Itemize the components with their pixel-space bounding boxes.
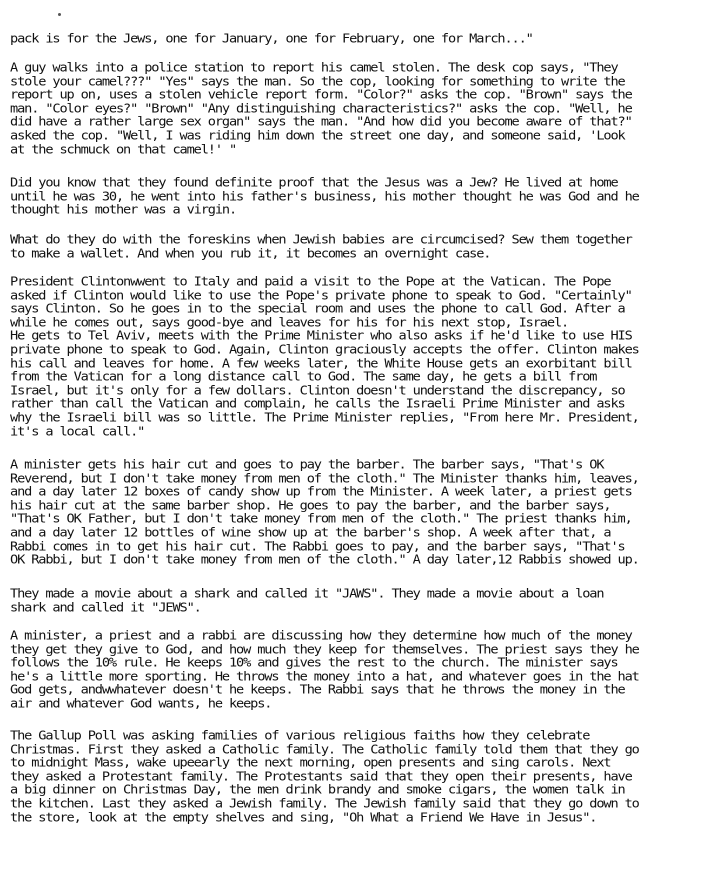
text-line: God gets, andwwhatever doesn't he keeps. The Rabbi says that he throws the money in the <box>10 682 625 698</box>
text-line: while he comes out, says good-bye and leaves for his for his next stop, Israel. <box>10 314 569 330</box>
paragraph-foreskins-joke <box>10 234 632 261</box>
paragraph-gallup-joke <box>10 730 639 825</box>
text-line: at the schmuck on that camel!' " <box>10 141 237 157</box>
paragraph-camel-joke <box>10 62 632 157</box>
text-line: man. "Color eyes?" "Brown" "Any distinguishing characteristics?" asks the cop. "Well, he <box>10 100 632 116</box>
text-line: He gets to Tel Aviv, meets with the Prime Minister who also asks if he'd like to use HIS <box>10 328 632 344</box>
text-line: Reverend, but I don't take money from men of the cloth." The Minister thanks him, leaves, <box>10 470 639 486</box>
text-line: and a day later 12 boxes of candy show up from the Minister. A week later, a priest gets <box>10 484 632 500</box>
text-line: a big dinner on Christmas Day, the men drink brandy and smoke cigars, the women talk in <box>10 782 625 798</box>
text-line: his call and leaves for home. A few weeks later, the White House gets an exorbitant bill <box>10 355 632 371</box>
text-line: follows the 10% rule. He keeps 10% and gives the rest to the church. The minister says <box>10 655 618 671</box>
text-line: they get they give to God, and how much they keep for themselves. The priest says they he <box>10 641 639 657</box>
text-line: it's a local call." <box>10 423 145 439</box>
text-line: A guy walks into a police station to report his camel stolen. The desk cop says, "They <box>10 60 618 76</box>
text-line: until he was 30, he went into his father's business, his mother thought he was God and he <box>10 188 639 204</box>
text-line: the store, look at the empty shelves and sing, "Oh What a Friend We Have in Jesus". <box>10 809 597 825</box>
text-line: Israel, but it's only for a few dollars. Clinton doesn't understand the discrepancy, so <box>10 382 625 398</box>
paragraph-jaws-joke <box>10 588 603 615</box>
text-line: OK Rabbi, but I don't take money from men of the cloth." A day later,12 Rabbis showed up. <box>10 552 639 568</box>
text-line: to make a wallet. And when you rub it, it becomes an overnight case. <box>10 245 491 261</box>
text-line: President Clintonwwent to Italy and paid a visit to the Pope at the Vatican. The Pope <box>10 274 611 290</box>
paragraph-barber-joke <box>10 459 639 568</box>
text-line: air and whatever God wants, he keeps. <box>10 696 272 712</box>
text-line: shark and called it "JEWS". <box>10 599 201 615</box>
text-line: report up on, uses a stolen vehicle report form. "Color?" asks the cop. "Brown" says the <box>10 87 632 103</box>
text-line: Did you know that they found definite proof that the Jesus was a Jew? He lived at home <box>10 175 618 191</box>
text-line: and a day later 12 bottles of wine show up at the barber's shop. A week after that, a <box>10 525 611 541</box>
text-line: the kitchen. Last they asked a Jewish family. The Jewish family said that they go down to <box>10 796 639 812</box>
text-line: asked the cop. "Well, I was riding him down the street one day, and someone said, 'Look <box>10 128 625 144</box>
text-line: asked if Clinton would like to use the Pope's private phone to speak to God. "Certainly" <box>10 287 632 303</box>
text-line: private phone to speak to God. Again, Clinton graciously accepts the offer. Clinton makes <box>10 342 639 358</box>
text-line: his hair cut at the same barber shop. He goes to pay the barber, and the barber says, <box>10 497 611 513</box>
text-line: stole your camel???" "Yes" says the man. So the cop, looking for something to write the <box>10 73 625 89</box>
text-line: thought his mother was a virgin. <box>10 202 237 218</box>
text-line: rather than call the Vatican and complain, he calls the Israeli Prime Minister and asks <box>10 396 625 412</box>
text-line: from the Vatican for a long distance call to God. The same day, he gets a bill from <box>10 369 597 385</box>
text-line: Christmas. First they asked a Catholic family. The Catholic family told them that they go <box>10 741 639 757</box>
text-line: The Gallup Poll was asking families of various religious faiths how they celebrate <box>10 728 590 744</box>
text-line: to midnight Mass, wake upeearly the next morning, open presents and sing carols. Next <box>10 755 611 771</box>
text-line: They made a movie about a shark and called it "JAWS". They made a movie about a loan <box>10 586 604 602</box>
text-line: pack is for the Jews, one for January, one for February, one for March..." <box>10 31 533 47</box>
text-line: says Clinton. So he goes in to the special room and uses the phone to call God. After a <box>10 301 625 317</box>
text-line: What do they do with the foreskins when Jewish babies are circumcised? Sew them together <box>10 232 632 248</box>
text-line: they asked a Protestant family. The Protestants said that they open their presents, have <box>10 768 632 784</box>
text-line: A minister, a priest and a rabbi are discussing how they determine how much of the money <box>10 628 632 644</box>
text-line: "That's OK Father, but I don't take money from men of the cloth." The priest thanks him, <box>10 511 632 527</box>
text-line: Rabbi comes in to get his hair cut. The Rabbi goes to pay, and the barber says, "That's <box>10 538 625 554</box>
paragraph-jesus-joke <box>10 177 639 218</box>
scan-speck <box>58 13 61 16</box>
text-line: A minister gets his hair cut and goes to pay the barber. The barber says, "That's OK <box>10 457 604 473</box>
text-line: did have a rather large sex organ" says the man. "And how did you become aware of that?" <box>10 114 632 130</box>
text-line: why the Israeli bill was so little. The Prime Minister replies, "From here Mr. President, <box>10 410 639 426</box>
paragraph-pack-ending <box>10 33 533 47</box>
text-line: he's a little more sporting. He throws the money into a hat, and whatever goes in the hat <box>10 668 639 684</box>
paragraph-clinton-joke <box>10 276 639 439</box>
paragraph-money-joke <box>10 630 639 712</box>
